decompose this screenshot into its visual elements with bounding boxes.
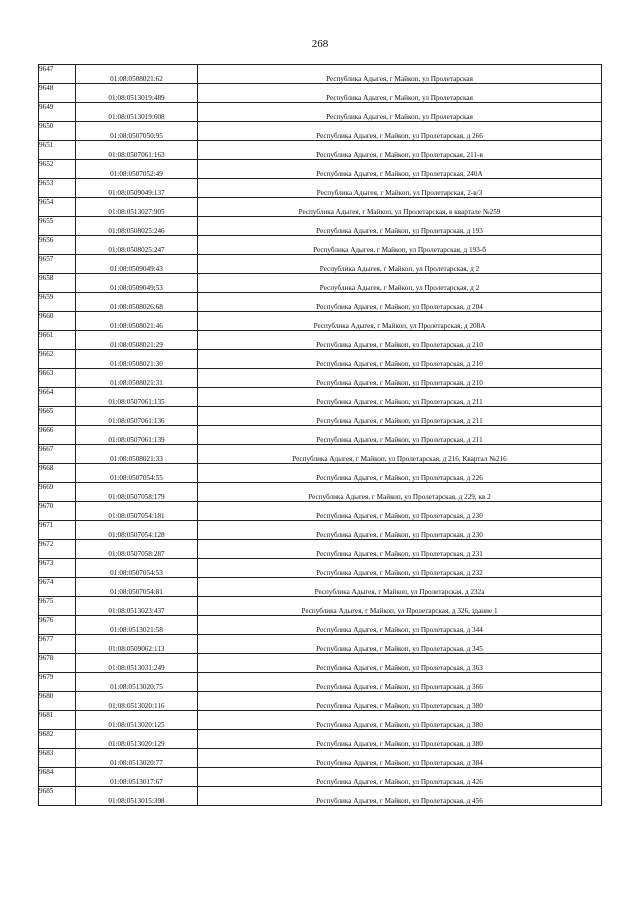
- address-cell: Республика Адыгея, г Майкоп, ул Пролетарская, д 2: [198, 274, 602, 293]
- address-cell: Республика Адыгея, г Майкоп, ул Пролетарская: [198, 103, 602, 122]
- row-number-cell: 9669: [39, 483, 76, 502]
- row-number-cell: 9662: [39, 350, 76, 369]
- table-row: [39, 730, 602, 749]
- registry-table-body: [39, 65, 602, 806]
- table-row: [39, 388, 602, 407]
- row-number-cell: 9672: [39, 540, 76, 559]
- table-row: [39, 540, 602, 559]
- row-number-cell: 9682: [39, 730, 76, 749]
- address-cell: Республика Адыгея, г Майкоп, ул Пролетарская, д 216, Квартал №216: [198, 445, 602, 464]
- cadastral-number-cell: 01:08:0513020:75: [76, 673, 198, 692]
- address-cell: Республика Адыгея, г Майкоп, ул Пролетарская, д 208А: [198, 312, 602, 331]
- row-number-cell: 9670: [39, 502, 76, 521]
- row-number-cell: 9666: [39, 426, 76, 445]
- row-number-cell: 9660: [39, 312, 76, 331]
- row-number-cell: 9675: [39, 597, 76, 616]
- row-number-cell: 9668: [39, 464, 76, 483]
- table-row: [39, 768, 602, 787]
- address-cell: Республика Адыгея, г Майкоп, ул Пролетарская, в квартале №259: [198, 198, 602, 217]
- page-number: 268: [311, 38, 329, 50]
- table-row: [39, 407, 602, 426]
- row-number-cell: 9653: [39, 179, 76, 198]
- cadastral-number-cell: 01:08:0507052:49: [76, 160, 198, 179]
- address-cell: Республика Адыгея, г Майкоп, ул Пролетарская, д 193-б: [198, 236, 602, 255]
- address-cell: Республика Адыгея, г Майкоп, ул Пролетарская, д 384: [198, 749, 602, 768]
- address-cell: Республика Адыгея, г Майкоп, ул Пролетарская, д 2: [198, 255, 602, 274]
- table-row: [39, 350, 602, 369]
- address-cell: Республика Адыгея, г Майкоп, ул Пролетарская, д 210: [198, 350, 602, 369]
- row-number-cell: 9680: [39, 692, 76, 711]
- address-cell: Республика Адыгея, г Майкоп, ул Пролетарская, д 344: [198, 616, 602, 635]
- address-cell: Республика Адыгея, г Майкоп, ул Пролетарская, д 363: [198, 654, 602, 673]
- cadastral-number-cell: 01:08:0508021:33: [76, 445, 198, 464]
- address-cell: Республика Адыгея, г Майкоп, ул Пролетарская, д 229, кв 2: [198, 483, 602, 502]
- address-cell: Республика Адыгея, г Майкоп, ул Пролетарская: [198, 65, 602, 84]
- address-cell: Республика Адыгея, г Майкоп, ул Пролетарская, 240А: [198, 160, 602, 179]
- address-cell: Республика Адыгея, г Майкоп, ул Пролетарская: [198, 84, 602, 103]
- cadastral-number-cell: 01:08:0509049:53: [76, 274, 198, 293]
- cadastral-number-cell: 01:08:0513020:116: [76, 692, 198, 711]
- table-row: [39, 141, 602, 160]
- cadastral-number-cell: 01:08:0508026:68: [76, 293, 198, 312]
- cadastral-number-cell: 01:08:0508025:246: [76, 217, 198, 236]
- row-number-cell: 9671: [39, 521, 76, 540]
- table-row: [39, 692, 602, 711]
- cadastral-number-cell: 01:08:0508021:30: [76, 350, 198, 369]
- table-row: [39, 749, 602, 768]
- cadastral-number-cell: 01:08:0513015:398: [76, 787, 198, 806]
- address-cell: Республика Адыгея, г Майкоп, ул Пролетарская, д 230: [198, 521, 602, 540]
- table-row: [39, 711, 602, 730]
- table-row: [39, 160, 602, 179]
- row-number-cell: 9663: [39, 369, 76, 388]
- table-row: [39, 65, 602, 84]
- cadastral-number-cell: 01:08:0507054:181: [76, 502, 198, 521]
- table-row: [39, 217, 602, 236]
- address-cell: Республика Адыгея, г Майкоп, ул Пролетарская, д 380: [198, 711, 602, 730]
- table-row: [39, 787, 602, 806]
- table-row: [39, 255, 602, 274]
- address-cell: Республика Адыгея, г Майкоп, ул Пролетарская, д 230: [198, 502, 602, 521]
- table-row: [39, 483, 602, 502]
- row-number-cell: 9684: [39, 768, 76, 787]
- cadastral-number-cell: 01:08:0508021:31: [76, 369, 198, 388]
- address-cell: Республика Адыгея, г Майкоп, ул Пролетарская, д 226: [198, 464, 602, 483]
- cadastral-number-cell: 01:08:0507058:287: [76, 540, 198, 559]
- row-number-cell: 9659: [39, 293, 76, 312]
- row-number-cell: 9679: [39, 673, 76, 692]
- cadastral-number-cell: 01:08:0508021:62: [76, 65, 198, 84]
- row-number-cell: 9676: [39, 616, 76, 635]
- row-number-cell: 9651: [39, 141, 76, 160]
- address-cell: Республика Адыгея, г Майкоп, ул Пролетарская, д 426: [198, 768, 602, 787]
- row-number-cell: 9678: [39, 654, 76, 673]
- table-row: [39, 464, 602, 483]
- cadastral-number-cell: 01:08:0513023:437: [76, 597, 198, 616]
- table-row: [39, 521, 602, 540]
- cadastral-number-cell: 01:08:0508021:46: [76, 312, 198, 331]
- table-row: [39, 654, 602, 673]
- cadastral-number-cell: 01:08:0509049:137: [76, 179, 198, 198]
- cadastral-number-cell: 01:08:0513021:58: [76, 616, 198, 635]
- row-number-cell: 9655: [39, 217, 76, 236]
- address-cell: Республика Адыгея, г Майкоп, ул Пролетарская, 211-в: [198, 141, 602, 160]
- cadastral-number-cell: 01:08:0509049:43: [76, 255, 198, 274]
- row-number-cell: 9677: [39, 635, 76, 654]
- table-row: [39, 198, 602, 217]
- address-cell: Республика Адыгея, г Майкоп, ул Пролетарская, 2-в/3: [198, 179, 602, 198]
- row-number-cell: 9664: [39, 388, 76, 407]
- cadastral-number-cell: 01:08:0507061:136: [76, 407, 198, 426]
- row-number-cell: 9649: [39, 103, 76, 122]
- cadastral-number-cell: 01:08:0507061:135: [76, 388, 198, 407]
- row-number-cell: 9674: [39, 578, 76, 597]
- address-cell: Республика Адыгея, г Майкоп, ул Пролетарская, д 266: [198, 122, 602, 141]
- cadastral-number-cell: 01:08:0513019:489: [76, 84, 198, 103]
- address-cell: Республика Адыгея, г Майкоп, ул Пролетарская, д 326, здание 1: [198, 597, 602, 616]
- table-row: [39, 369, 602, 388]
- cadastral-number-cell: 01:08:0507050:95: [76, 122, 198, 141]
- cadastral-number-cell: 01:08:0513020:129: [76, 730, 198, 749]
- row-number-cell: 9658: [39, 274, 76, 293]
- cadastral-number-cell: 01:08:0513031:249: [76, 654, 198, 673]
- cadastral-number-cell: 01:08:0513020:77: [76, 749, 198, 768]
- cadastral-number-cell: 01:08:0507058:179: [76, 483, 198, 502]
- row-number-cell: 9650: [39, 122, 76, 141]
- row-number-cell: 9652: [39, 160, 76, 179]
- address-cell: Республика Адыгея, г Майкоп, ул Пролетарская, д 211: [198, 426, 602, 445]
- cadastral-number-cell: 01:08:0507054:81: [76, 578, 198, 597]
- address-cell: Республика Адыгея, г Майкоп, ул Пролетарская, д 204: [198, 293, 602, 312]
- address-cell: Республика Адыгея, г Майкоп, ул Пролетарская, д 210: [198, 331, 602, 350]
- table-row: [39, 84, 602, 103]
- address-cell: Республика Адыгея, г Майкоп, ул Пролетарская, д 232: [198, 559, 602, 578]
- address-cell: Республика Адыгея, г Майкоп, ул Пролетарская, д 232а: [198, 578, 602, 597]
- cadastral-number-cell: 01:08:0507054:53: [76, 559, 198, 578]
- table-row: [39, 559, 602, 578]
- table-row: [39, 616, 602, 635]
- table-row: [39, 179, 602, 198]
- table-row: [39, 597, 602, 616]
- address-cell: Республика Адыгея, г Майкоп, ул Пролетарская, д 456: [198, 787, 602, 806]
- address-cell: Республика Адыгея, г Майкоп, ул Пролетарская, д 211: [198, 407, 602, 426]
- table-row: [39, 274, 602, 293]
- address-cell: Республика Адыгея, г Майкоп, ул Пролетарская, д 380: [198, 730, 602, 749]
- address-cell: Республика Адыгея, г Майкоп, ул Пролетарская, д 380: [198, 692, 602, 711]
- table-row: [39, 103, 602, 122]
- cadastral-number-cell: 01:08:0513027:905: [76, 198, 198, 217]
- row-number-cell: 9661: [39, 331, 76, 350]
- cadastral-number-cell: 01:08:0513017:67: [76, 768, 198, 787]
- row-number-cell: 9685: [39, 787, 76, 806]
- row-number-cell: 9657: [39, 255, 76, 274]
- table-row: [39, 673, 602, 692]
- row-number-cell: 9667: [39, 445, 76, 464]
- row-number-cell: 9665: [39, 407, 76, 426]
- row-number-cell: 9673: [39, 559, 76, 578]
- registry-table: [38, 64, 602, 806]
- address-cell: Республика Адыгея, г Майкоп, ул Пролетарская, д 211: [198, 388, 602, 407]
- cadastral-number-cell: 01:08:0513019:608: [76, 103, 198, 122]
- cadastral-number-cell: 01:08:0513020:125: [76, 711, 198, 730]
- table-row: [39, 635, 602, 654]
- cadastral-number-cell: 01:08:0509062:113: [76, 635, 198, 654]
- address-cell: Республика Адыгея, г Майкоп, ул Пролетарская, д 193: [198, 217, 602, 236]
- table-row: [39, 502, 602, 521]
- address-cell: Республика Адыгея, г Майкоп, ул Пролетарская, д 366: [198, 673, 602, 692]
- address-cell: Республика Адыгея, г Майкоп, ул Пролетарская, д 210: [198, 369, 602, 388]
- cadastral-number-cell: 01:08:0508021:29: [76, 331, 198, 350]
- row-number-cell: 9654: [39, 198, 76, 217]
- address-cell: Республика Адыгея, г Майкоп, ул Пролетарская, д 345: [198, 635, 602, 654]
- cadastral-number-cell: 01:08:0507054:55: [76, 464, 198, 483]
- row-number-cell: 9656: [39, 236, 76, 255]
- row-number-cell: 9683: [39, 749, 76, 768]
- table-row: [39, 293, 602, 312]
- table-row: [39, 426, 602, 445]
- table-row: [39, 445, 602, 464]
- table-row: [39, 122, 602, 141]
- address-cell: Республика Адыгея, г Майкоп, ул Пролетарская, д 231: [198, 540, 602, 559]
- table-row: [39, 236, 602, 255]
- row-number-cell: 9647: [39, 65, 76, 84]
- row-number-cell: 9681: [39, 711, 76, 730]
- row-number-cell: 9648: [39, 84, 76, 103]
- cadastral-number-cell: 01:08:0507061:139: [76, 426, 198, 445]
- table-row: [39, 312, 602, 331]
- cadastral-number-cell: 01:08:0508025:247: [76, 236, 198, 255]
- table-row: [39, 331, 602, 350]
- cadastral-number-cell: 01:08:0507061:163: [76, 141, 198, 160]
- table-row: [39, 578, 602, 597]
- cadastral-number-cell: 01:08:0507054:128: [76, 521, 198, 540]
